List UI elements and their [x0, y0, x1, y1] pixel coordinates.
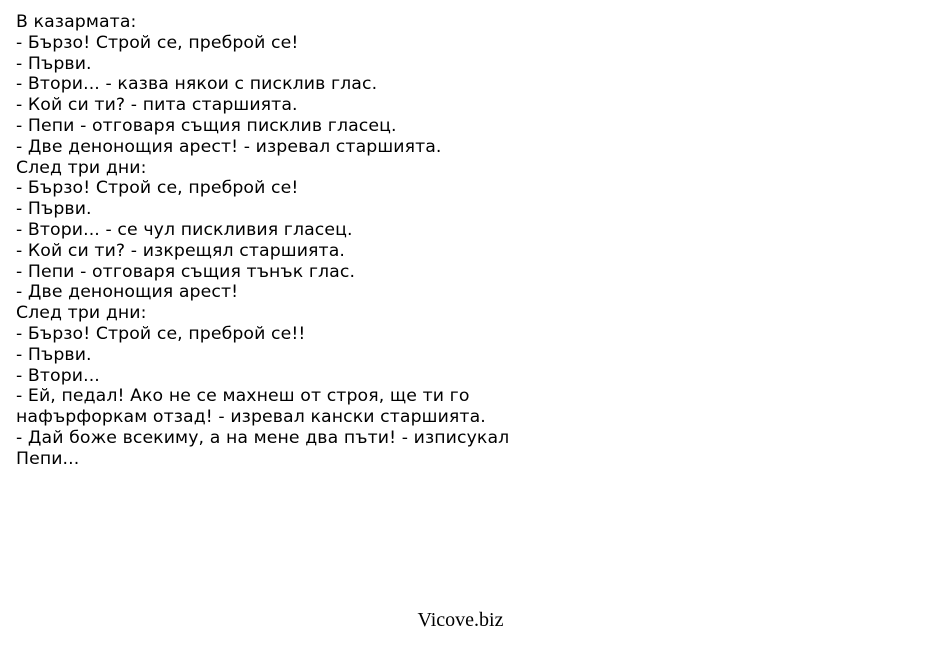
joke-line: - Бързо! Строй се, преброй се! — [16, 32, 299, 53]
joke-line: - Бързо! Строй се, преброй се! — [16, 178, 299, 199]
joke-text — [16, 12, 916, 470]
joke-line: - Първи. — [16, 344, 92, 365]
joke-line: нафърфоркам отзад! - изревал кански старшията. — [16, 407, 486, 428]
joke-line: - Първи. — [16, 199, 92, 220]
joke-line: След три дни: — [16, 303, 147, 324]
joke-line: - Две денонощия арест! - изревал старшията. — [16, 136, 442, 157]
joke-line: Пепи... — [16, 448, 80, 469]
joke-line: - Втори... - казва някои с писклив глас. — [16, 74, 378, 95]
joke-line: В казармата: — [16, 12, 137, 32]
joke-line: - Втори... — [16, 365, 100, 386]
joke-line: - Кой си ти? - пита старшията. — [16, 95, 298, 116]
joke-line: - Пепи - отговаря същия тънък глас. — [16, 261, 356, 282]
joke-line: - Бързо! Строй се, преброй се!! — [16, 323, 306, 344]
joke-line: - Първи. — [16, 53, 92, 74]
joke-line: - Пепи - отговаря същия писклив гласец. — [16, 115, 397, 136]
joke-line: - Втори... - се чул пискливия гласец. — [16, 219, 353, 240]
joke-line: - Две денонощия арест! — [16, 282, 239, 303]
joke-line: - Дай боже всекиму, а на мене два пъти! - изписукал — [16, 427, 510, 448]
site-watermark: Vicove.biz — [417, 609, 504, 631]
joke-line: - Кой си ти? - изкрещял старшията. — [16, 240, 346, 261]
joke-line: - Ей, педал! Ако не се махнеш от строя, ще ти го — [16, 386, 470, 407]
joke-line: След три дни: — [16, 157, 147, 178]
